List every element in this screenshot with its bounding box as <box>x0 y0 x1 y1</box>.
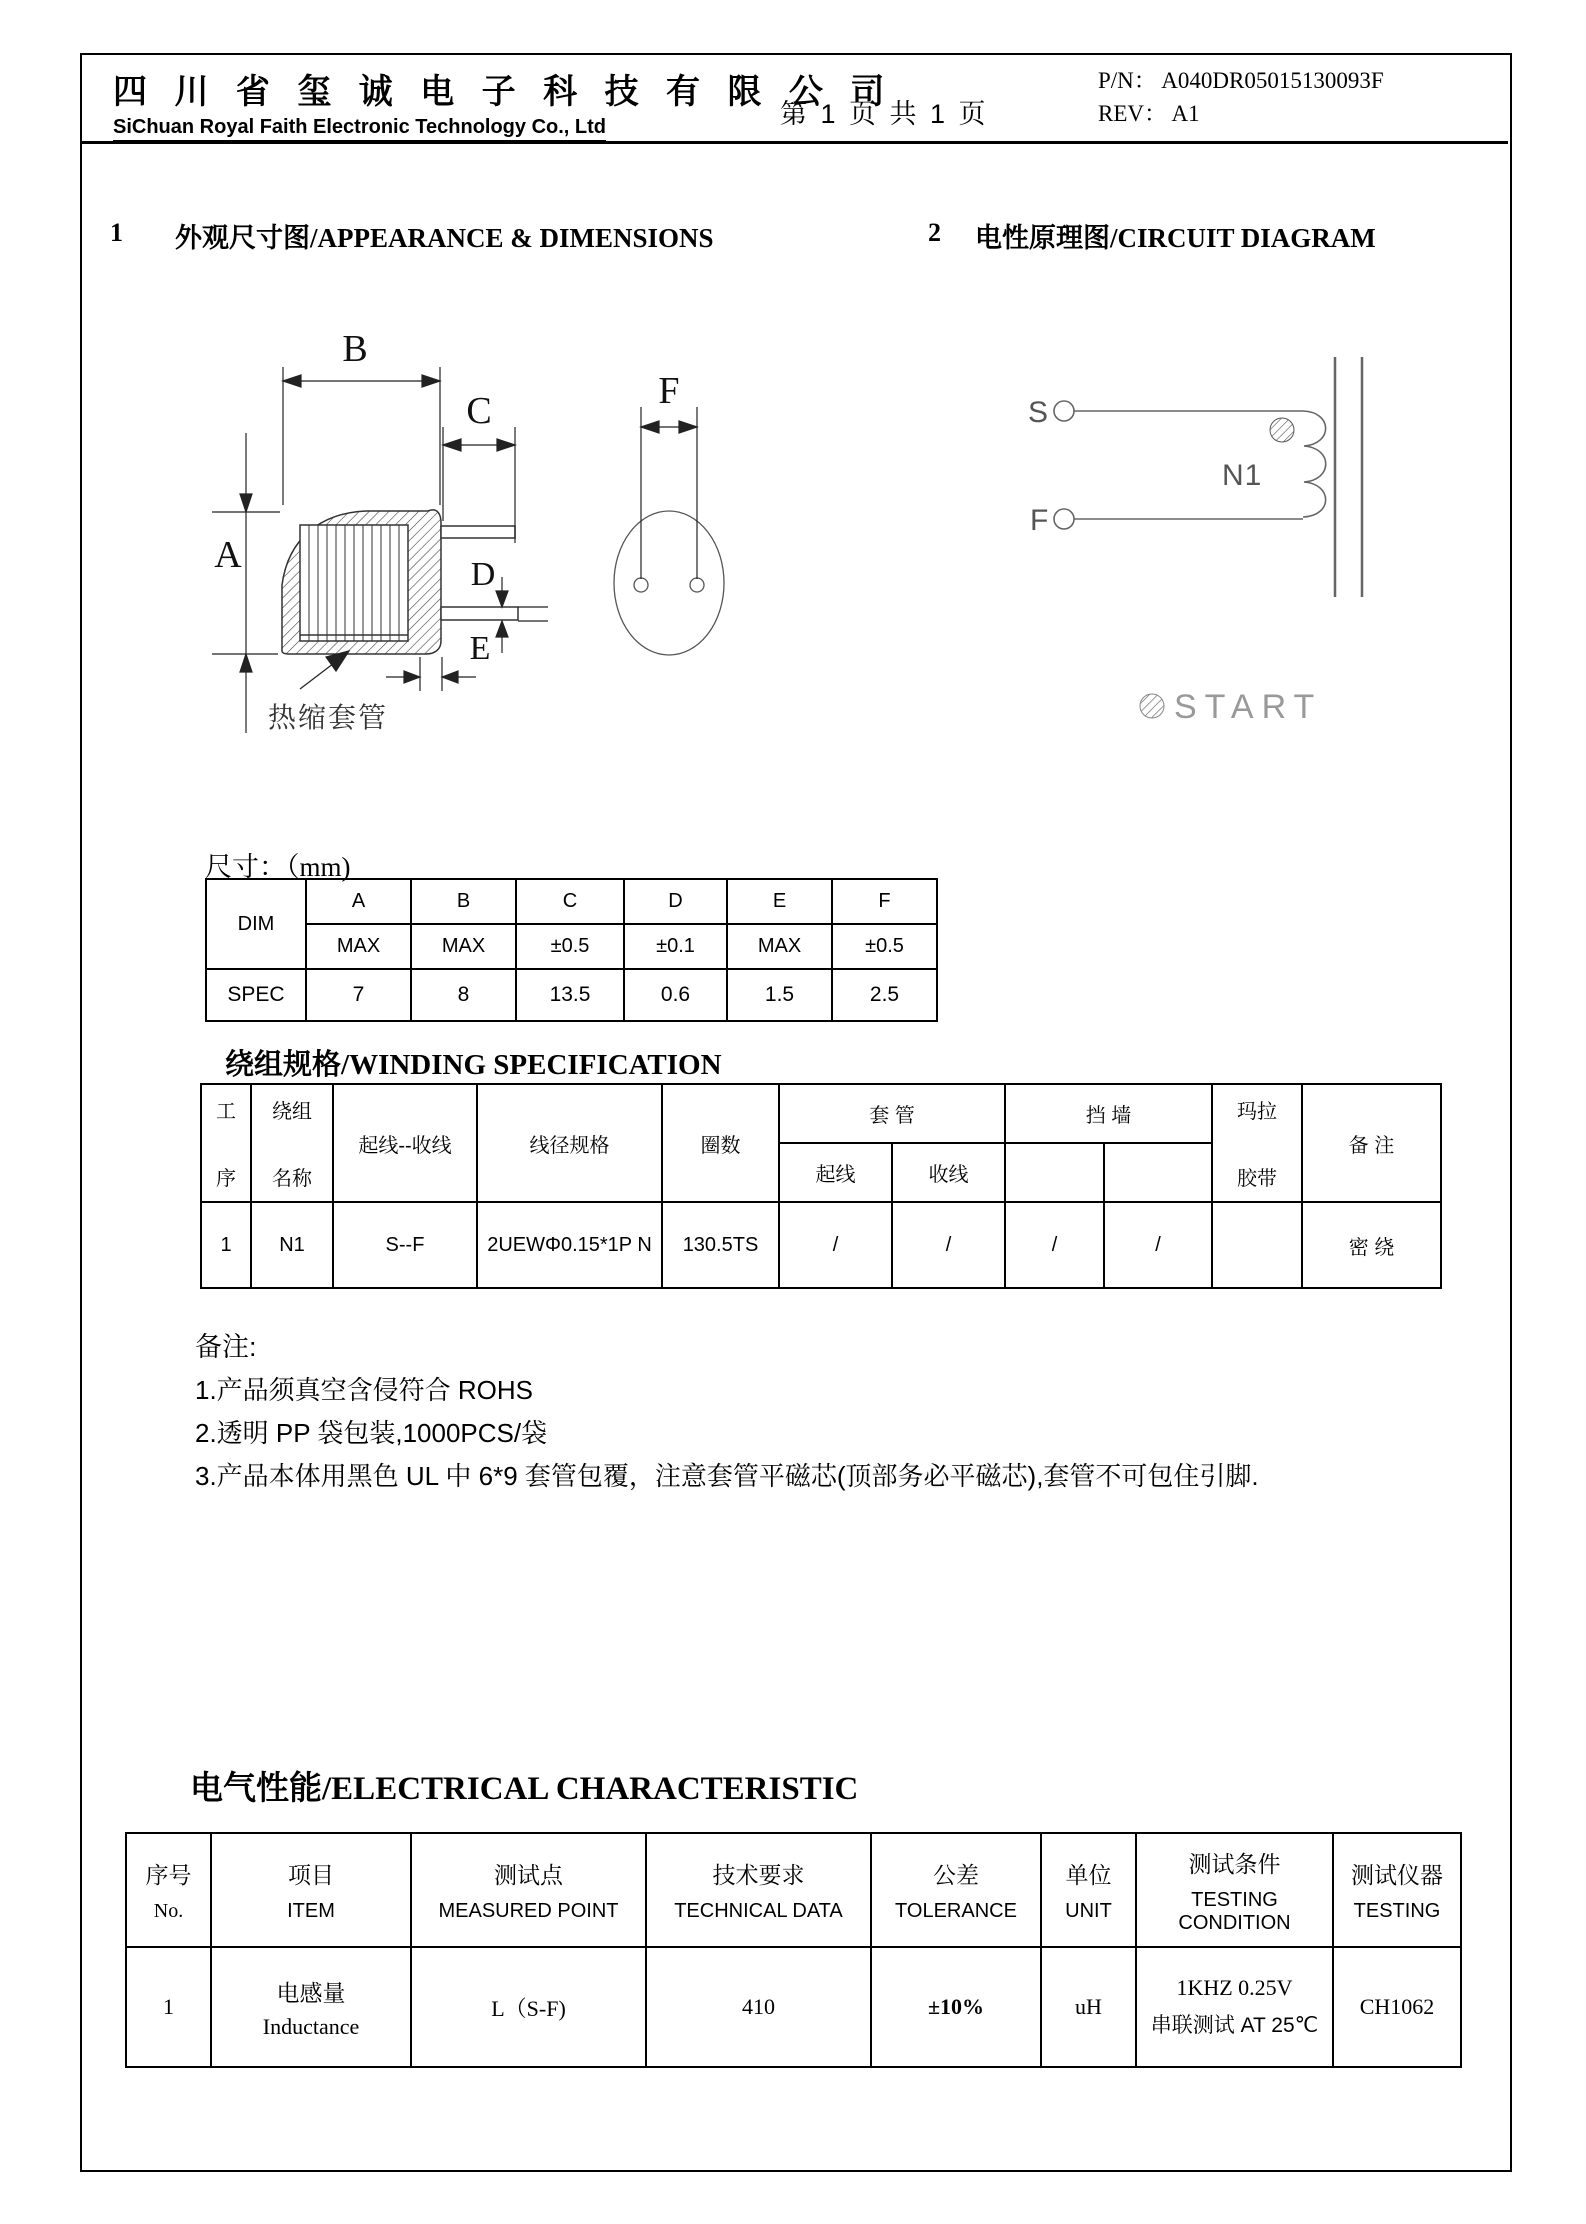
cell-remark: 密 绕 <box>1302 1202 1441 1288</box>
header-winding-name <box>251 1084 333 1202</box>
header-no <box>126 1833 211 1947</box>
rev-value: A1 <box>1171 101 1200 126</box>
header-point-en: MEASURED POINT <box>438 1900 619 1922</box>
cell-item-en: Inductance <box>262 2013 360 2039</box>
winding-data-row <box>201 1202 1441 1288</box>
header-testing-condition <box>1136 1833 1333 1947</box>
notes-block <box>195 1326 1259 1498</box>
dim-col: C <box>516 879 624 924</box>
cell-item <box>211 1947 411 2067</box>
cell-technical-data: 410 <box>646 1947 871 2067</box>
header-sleeve-group: 套 管 <box>779 1084 1005 1143</box>
header-no-cn: 序号 <box>145 1862 192 1888</box>
dim-tolerance: ±0.5 <box>832 924 937 969</box>
dim-tolerance: MAX <box>306 924 411 969</box>
header-data-cn: 技术要求 <box>712 1862 805 1888</box>
dim-label-c: C <box>466 390 492 432</box>
cell-mylar <box>1212 1202 1302 1288</box>
header-instr-cn: 测试仪器 <box>1351 1862 1443 1888</box>
header-mylar-1: 玛拉 <box>1237 1101 1277 1123</box>
dim-col: E <box>727 879 832 924</box>
header-technical-data <box>646 1833 871 1947</box>
header-cond-en: TESTING CONDITION <box>1178 1888 1291 1934</box>
cell-barrier-1: / <box>1005 1202 1104 1288</box>
section1-title-cn: 外观尺寸图 <box>175 223 310 253</box>
table-row <box>206 969 937 1021</box>
cell-process: 1 <box>201 1202 251 1288</box>
winding-start-dot <box>1270 418 1294 442</box>
dim-label-a: A <box>214 534 242 576</box>
header-start-finish: 起线--收线 <box>333 1084 477 1202</box>
table-row <box>206 879 937 924</box>
header-mylar <box>1212 1084 1302 1202</box>
header-item-cn: 项目 <box>288 1862 334 1888</box>
header-divider <box>82 141 1508 144</box>
header-measured-point <box>411 1833 646 1947</box>
electrical-title-cn: 电气性能 <box>190 1769 322 1806</box>
section1-number: 1 <box>110 218 123 247</box>
cell-name: N1 <box>251 1202 333 1288</box>
header-tolerance <box>871 1833 1041 1947</box>
dim-label-d: D <box>470 556 496 593</box>
electrical-table <box>125 1832 1462 2068</box>
cell-wire-spec: 2UEWΦ0.15*1P N <box>477 1202 662 1288</box>
dimensions-caption-unit: （mm) <box>286 852 351 882</box>
dim-label-e: E <box>469 630 491 667</box>
header-data-en: TECHNICAL DATA <box>674 1900 843 1922</box>
winding-symbol <box>1054 357 1362 597</box>
note-line: 3.产品本体用黑色 UL 中 6*9 套管包覆，注意套管平磁芯(顶部务必平磁芯),套管不可包住引脚. <box>195 1461 1259 1491</box>
header-tol-cn: 公差 <box>933 1862 979 1888</box>
header-process-1: 工 <box>216 1101 236 1123</box>
section2-title-cn: 电性原理图 <box>975 223 1110 253</box>
header-unit <box>1041 1833 1136 1947</box>
terminal-f-label: F <box>1030 504 1050 537</box>
header-winding-1: 绕组 <box>272 1101 312 1123</box>
section2-title-en: /CIRCUIT DIAGRAM <box>1110 223 1376 253</box>
terminal-s-label: S <box>1028 396 1050 429</box>
cell-measured-point: L（S-F) <box>411 1947 646 2067</box>
header-no-en: No. <box>153 1900 184 1922</box>
electrical-data-row <box>126 1947 1461 2067</box>
header-turns: 圈数 <box>662 1084 779 1202</box>
header-process <box>201 1084 251 1202</box>
cell-instrument: CH1062 <box>1333 1947 1461 2067</box>
spec-value: 2.5 <box>832 969 937 1021</box>
winding-spec-title <box>225 1042 722 1083</box>
spec-value: 1.5 <box>727 969 832 1021</box>
company-name-en: SiChuan Royal Faith Electronic Technology Co., Ltd <box>113 116 606 143</box>
cell-no: 1 <box>126 1947 211 2067</box>
company-name-cn: 四 川 省 玺 诚 电 子 科 技 有 限 公 司 <box>113 73 894 111</box>
pn-label: P/N： <box>1098 68 1157 93</box>
header-tol-en: TOLERANCE <box>895 1900 1017 1922</box>
dimensions-table <box>205 878 938 1022</box>
section1-title <box>175 216 714 255</box>
winding-n1-label: N1 <box>1222 459 1263 492</box>
notes-title: 备注: <box>195 1332 257 1362</box>
dim-label-f: F <box>658 370 680 412</box>
dim-col: F <box>832 879 937 924</box>
f-dimension-lines <box>641 407 697 579</box>
cell-tolerance: ±10% <box>871 1947 1041 2067</box>
front-view-oval <box>614 511 724 655</box>
page-number-info: 第 1 页 共 1 页 <box>780 99 989 129</box>
circuit-diagram <box>1000 275 1460 735</box>
dim-col: A <box>306 879 411 924</box>
dim-header: DIM <box>206 879 306 969</box>
part-number-line <box>1098 62 1384 95</box>
dim-tolerance: ±0.5 <box>516 924 624 969</box>
start-legend <box>1140 688 1322 726</box>
shrink-tube-label: 热缩套管 <box>268 702 389 733</box>
header-testing-instrument <box>1333 1833 1461 1947</box>
dim-tolerance: ±0.1 <box>624 924 727 969</box>
cell-testing-condition <box>1136 1947 1333 2067</box>
cell-start-finish: S--F <box>333 1202 477 1288</box>
cell-sleeve-start: / <box>779 1202 892 1288</box>
header-process-2: 序 <box>216 1168 236 1190</box>
table-row <box>206 924 937 969</box>
cell-unit: uH <box>1041 1947 1136 2067</box>
revision-line <box>1098 95 1200 128</box>
dimensions-caption-cn: 尺寸： <box>205 852 286 882</box>
section1-title-en: /APPEARANCE & DIMENSIONS <box>310 223 714 253</box>
note-line: 1.产品须真空含侵符合 ROHS <box>195 1375 534 1405</box>
header-item-en: ITEM <box>287 1900 335 1922</box>
dim-label-b: B <box>342 328 368 370</box>
header-barrier-1 <box>1005 1143 1104 1202</box>
cell-barrier-2: / <box>1104 1202 1212 1288</box>
cell-item-cn: 电感量 <box>276 1979 346 2006</box>
header-unit-cn: 单位 <box>1065 1862 1112 1888</box>
dim-tolerance: MAX <box>727 924 832 969</box>
dim-col: D <box>624 879 727 924</box>
header-point-cn: 测试点 <box>494 1862 563 1888</box>
start-legend-text: START <box>1174 688 1323 726</box>
start-dot-icon <box>1140 694 1164 718</box>
dim-col: B <box>411 879 516 924</box>
header-barrier-2 <box>1104 1143 1212 1202</box>
pn-value: A040DR05015130093F <box>1161 68 1384 93</box>
header-unit-en: UNIT <box>1065 1900 1112 1922</box>
spec-value: 13.5 <box>516 969 624 1021</box>
header-wire-spec: 线径规格 <box>477 1084 662 1202</box>
winding-spec-table <box>200 1083 1442 1289</box>
table-row <box>126 1833 1461 1947</box>
header-remark: 备 注 <box>1302 1084 1441 1202</box>
electrical-title-en: /ELECTRICAL CHARACTERISTIC <box>322 1771 859 1807</box>
section2-number: 2 <box>928 218 941 247</box>
header-barrier-group: 挡 墙 <box>1005 1084 1212 1143</box>
rev-label: REV： <box>1098 101 1167 126</box>
header-sleeve-start: 起线 <box>779 1143 892 1202</box>
header-instr-en: TESTING <box>1353 1900 1441 1922</box>
winding-title-cn: 绕组规格 <box>225 1049 342 1081</box>
header-sleeve-finish: 收线 <box>892 1143 1005 1202</box>
appearance-dimensions-drawing <box>150 255 830 755</box>
spec-value: 7 <box>306 969 411 1021</box>
cell-sleeve-finish: / <box>892 1202 1005 1288</box>
header-cond-cn: 测试条件 <box>1188 1850 1281 1877</box>
header-item <box>211 1833 411 1947</box>
header-mylar-2: 胶带 <box>1237 1168 1277 1190</box>
dim-tolerance: MAX <box>411 924 516 969</box>
header-winding-2: 名称 <box>272 1168 312 1190</box>
cell-turns: 130.5TS <box>662 1202 779 1288</box>
spec-value: 8 <box>411 969 516 1021</box>
spec-header: SPEC <box>206 969 306 1021</box>
cell-condition-2: 串联测试 AT 25℃ <box>1150 2014 1319 2037</box>
section2-title <box>975 216 1376 255</box>
spec-value: 0.6 <box>624 969 727 1021</box>
electrical-title <box>190 1762 858 1809</box>
note-line: 2.透明 PP 袋包装,1000PCS/袋 <box>195 1418 548 1448</box>
winding-title-en: /WINDING SPECIFICATION <box>341 1049 722 1081</box>
cell-condition-1: 1KHZ 0.25V <box>1176 1975 1293 2000</box>
table-row <box>201 1084 1441 1143</box>
